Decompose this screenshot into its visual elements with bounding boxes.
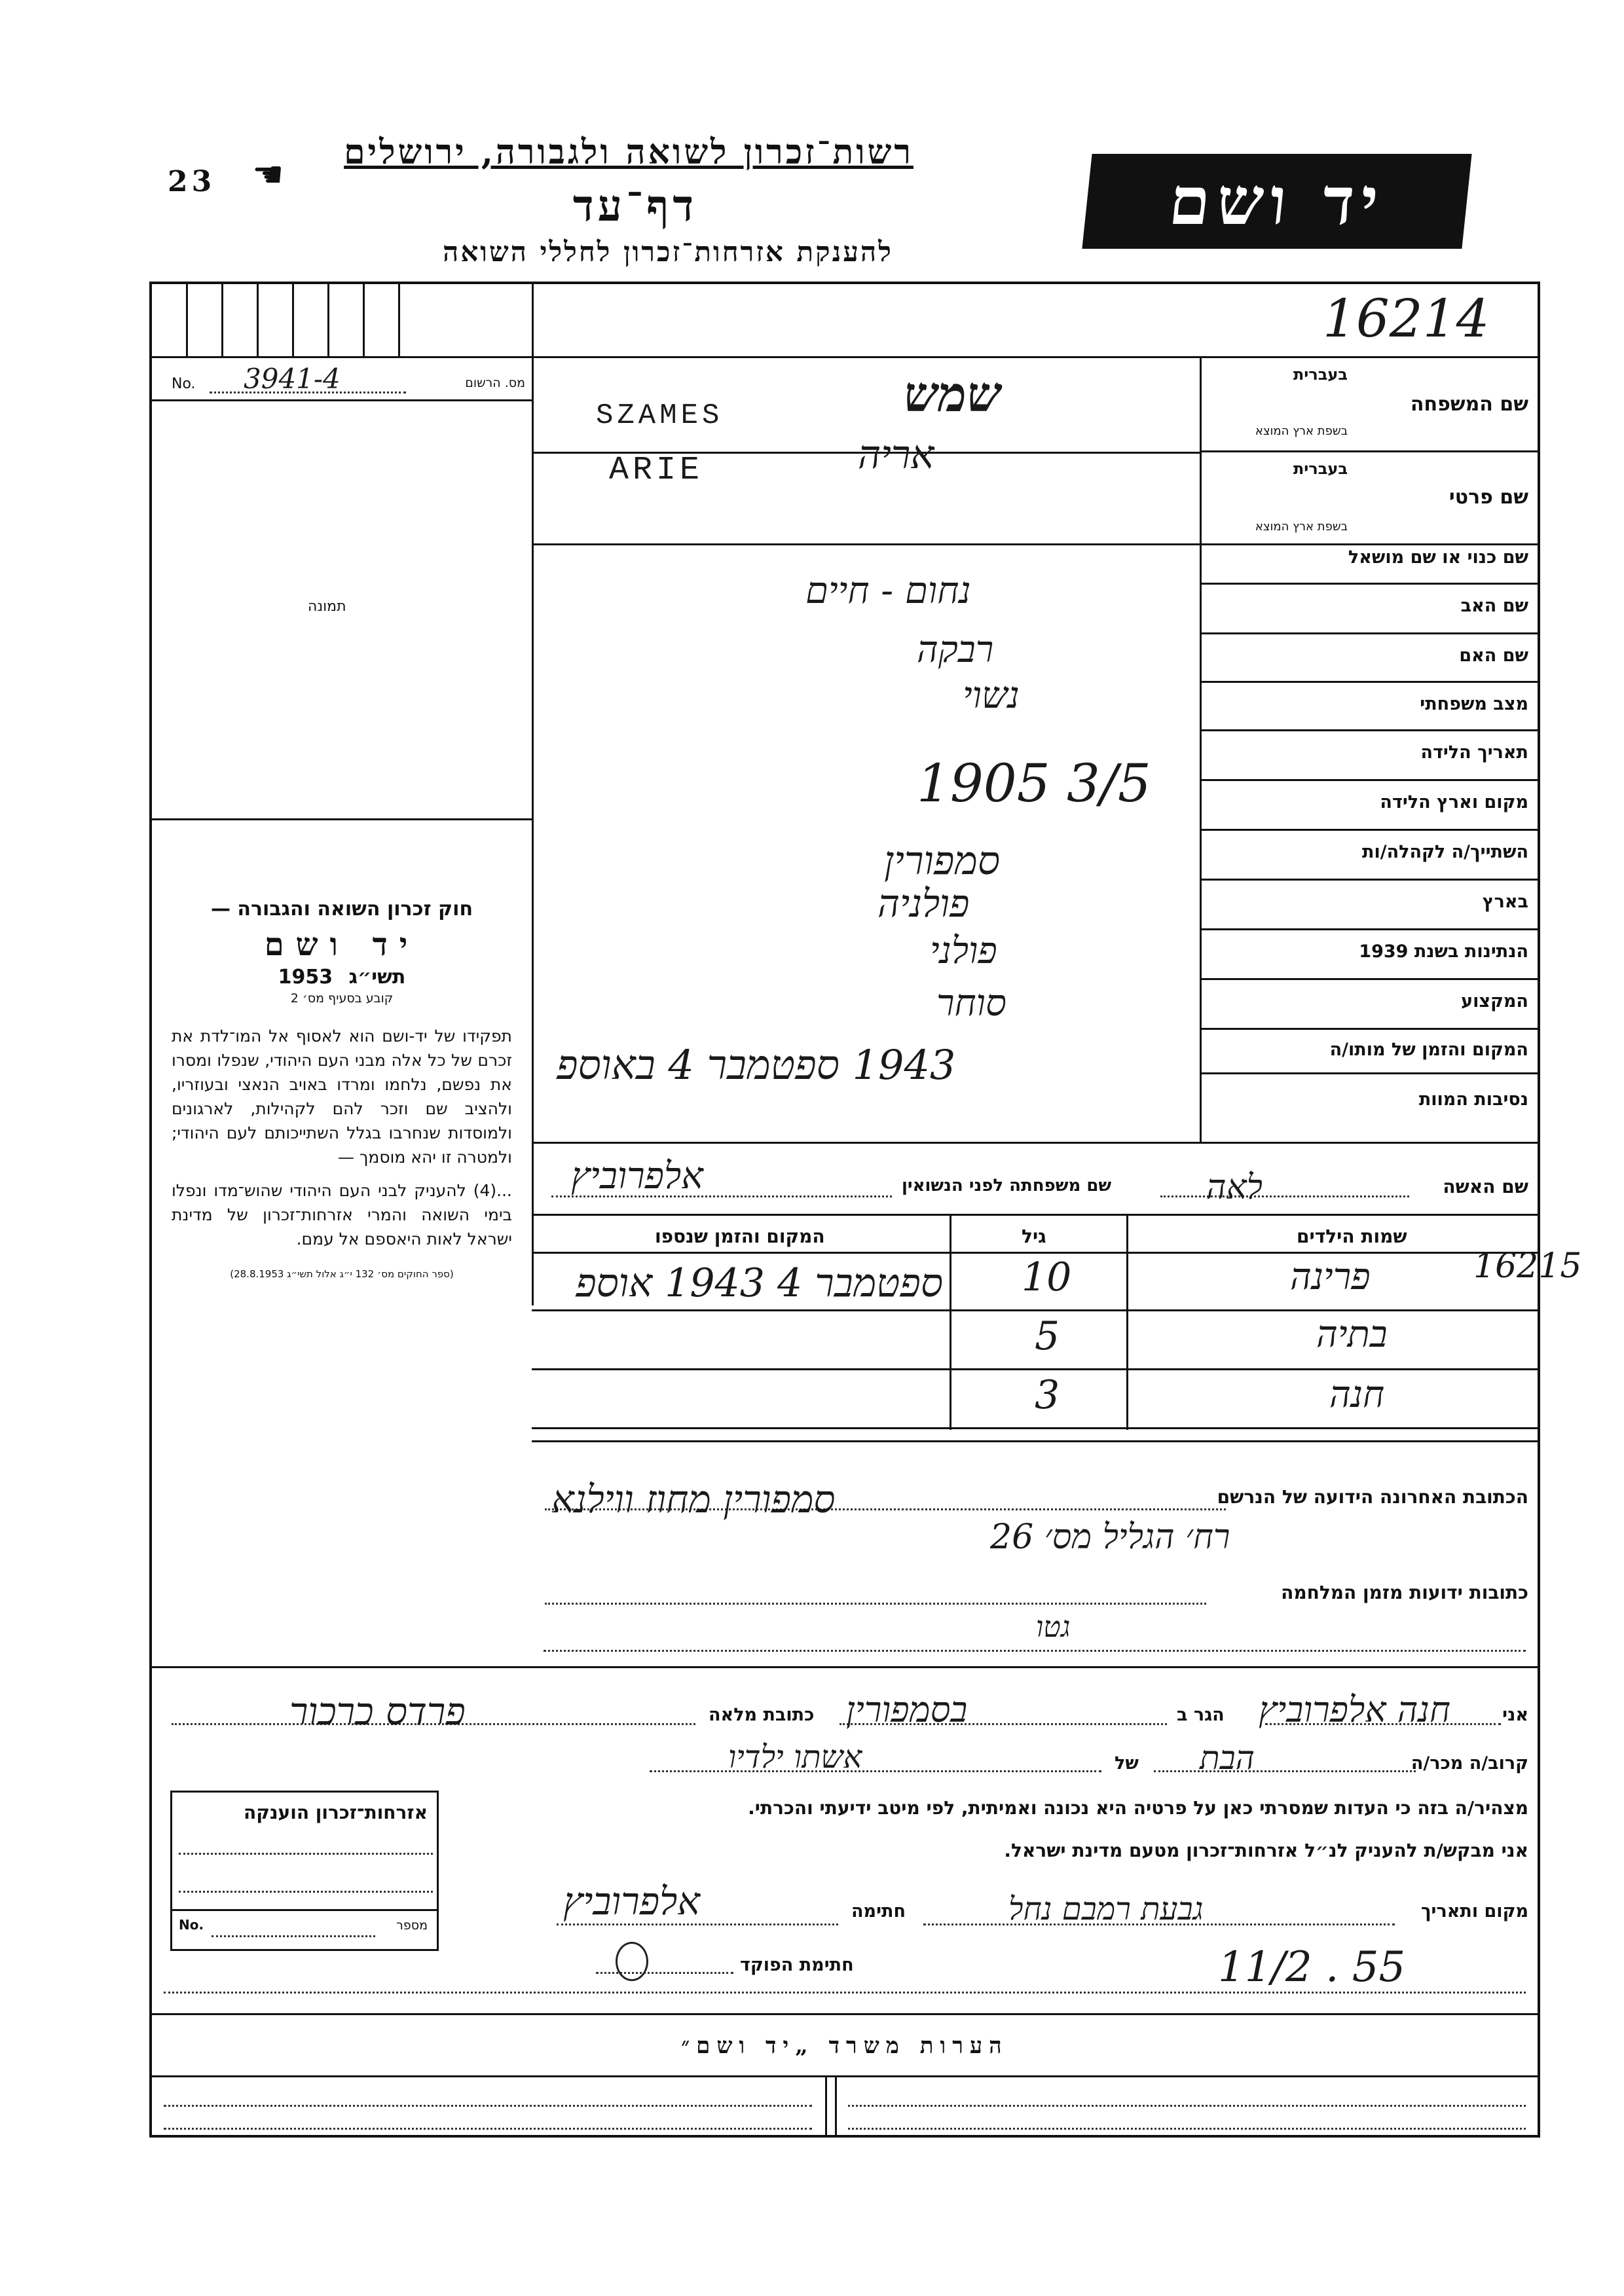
known-address-row: כתובות ידועות מזמן המלחמה גטו: [532, 1539, 1538, 1617]
place-date-value: גבעת רמבם נחל: [1008, 1891, 1204, 1927]
declaration-text: מצהיר/ה בזה כי העדות שמסרתי כאן על פרטיה היא נכונה ואמיתית, לפי מיטב ידיעתי והכרתי.: [748, 1797, 1528, 1819]
declarant-address: פרדס כרכור: [289, 1689, 466, 1734]
nickname-label: שם כנוי או שם מושאל: [1348, 547, 1528, 568]
code-boxes: [152, 284, 532, 356]
photo-label: תמונה: [308, 598, 346, 615]
law-year: 1953: [278, 966, 333, 989]
surname-origin: SZAMES: [596, 399, 724, 432]
registration-value: 3941-4: [244, 363, 341, 395]
wife-name: לאה: [1206, 1168, 1263, 1207]
mother-name-label: שם האם: [1459, 646, 1528, 666]
child-row: 3 חנה: [1035, 1372, 1385, 1418]
child-record-number: 16215: [1473, 1247, 1582, 1286]
children-place-value: ספטמבר 4 1943 אוספ: [576, 1260, 943, 1306]
form-title: דף־עד: [572, 180, 698, 231]
mother-name-value: רבקה: [917, 629, 994, 671]
official-stamp-mark: [616, 1942, 648, 1981]
relation-of-value: אשתו ילדיו: [728, 1739, 862, 1776]
nationality-label: הנתינות בשנת 1939: [1359, 941, 1528, 962]
last-address-row: הכתובת האחרונה הידועה של הנרשם סמפורין מחוז ווילנא רח׳ הגליל מס׳ 26: [532, 1440, 1538, 1539]
children-names-header: שמות הילדים: [1297, 1226, 1407, 1247]
child-row: 10 פרינה: [1022, 1254, 1371, 1300]
request-text: אני מבקש/ת להעניק לנ״ל אזרחות־זכרון מטעם מדינת ישראל.: [1004, 1840, 1528, 1861]
wife-row: שם האשה לאה שם משפחתה לפני הנשואין אלפרוביץ: [532, 1142, 1538, 1214]
law-section-ref: קובע בסעיף מס׳ 2: [290, 991, 394, 1006]
declarant-residence: בסמפורין: [846, 1689, 968, 1730]
record-number: 16214: [1323, 288, 1490, 349]
citizenship-granted-box: אזרחות־זכרון הוענקה No. מספר: [170, 1791, 439, 1951]
death-value: 1943 ספטמבר 4 באוספ: [557, 1041, 956, 1089]
page-number: 23: [168, 165, 216, 198]
signature-value: אלפרוביץ: [563, 1879, 701, 1923]
relation-row: קרוב/ה מכר/ה הבת של אשתו ילדיו: [152, 1735, 1538, 1781]
community-value: סמפורין: [884, 838, 1000, 884]
official-signature-row: חתימת הפוקד 11/2 . 55: [557, 1938, 1538, 1990]
father-name-label: שם האב: [1460, 596, 1528, 616]
first-name-origin: ARIE: [609, 452, 704, 489]
birth-place-label: מקום וארץ הלידה: [1380, 792, 1528, 812]
first-name-field: בעברית שם פרטי בשפת ארץ המוצא: [1255, 460, 1528, 534]
law-clause-4: ...(4) להעניק לבני העם היהודי שהוש־מדו ונפלו בימי השואה והמרי אזרחות־זכרון של מדינת ישראל לאות היאספם אל עמם.: [172, 1181, 512, 1248]
surname-field: בעברית שם המשפחה בשפת ארץ המוצא: [1255, 365, 1528, 438]
occupation-label: המקצוע: [1461, 991, 1528, 1011]
wife-maiden-name: אלפרוביץ: [571, 1155, 703, 1197]
nationality-value: פולני: [930, 930, 997, 972]
country-label: בארץ: [1482, 892, 1528, 912]
relation-value: הבת: [1200, 1739, 1255, 1777]
registration-row: No. 3941-4 מס. הרשום: [172, 363, 525, 395]
declarant-name: חנה אלפרוביץ: [1259, 1689, 1450, 1730]
children-place-header: המקום והזמן שנספו: [655, 1226, 825, 1247]
date-value: 11/2 . 55: [1218, 1943, 1406, 1992]
occupation-value: סוחר: [936, 982, 1006, 1025]
death-circumstances-label: נסיבות המוות: [1418, 1089, 1528, 1110]
known-address-line1: רח׳ הגליל מס׳ 26: [990, 1518, 1230, 1557]
country-value: פולניה: [877, 881, 970, 926]
child-row: 5 בתיה: [1035, 1313, 1388, 1359]
birth-date-value: 1905 3/5: [917, 753, 1151, 814]
declarant-row: אני חנה אלפרוביץ הגר ב בסמפורין כתובת מלאה פרדס כרכור: [152, 1683, 1538, 1735]
father-name-value: נחום - חיים: [805, 570, 971, 612]
law-title: חוק זכרון השואה והגבורה —: [210, 898, 473, 920]
signature-row: מקום ותאריך גבעת רמבם נחל חתימה אלפרוביץ: [557, 1872, 1538, 1931]
death-label: המקום והזמן של מותו/ה: [1329, 1040, 1528, 1060]
law-year-hebrew: תשי״ג: [348, 966, 406, 989]
marital-status-value: נשוי: [963, 674, 1020, 717]
law-section: [172, 897, 512, 1280]
office-notes-title: הערות משרד „יד ושם״: [681, 2033, 1008, 2059]
last-address-value: סמפורין מחוז ווילנא: [551, 1477, 836, 1522]
law-name: יד ושם: [264, 926, 420, 963]
law-body: תפקידו של יד-ושם הוא לאסוף אל המו־לדת את זכרם של כל אלה מבני העם היהודי, שנפלו ומסרו את נפשם, נלחמו ומרדו באויב הנאצי ובעוזריו, ולהציב שם וזכר להם לקהילות, לארגונים ולמוסדות שנחרבו בגלל השתייכותם לעם היהודי; ולמטרה זו יהא מוסמך —: [172, 1027, 512, 1167]
law-footnote: (ספר החוקים מס׳ 132 י״ג אלול תשי״ג 28.8.1953): [230, 1268, 454, 1280]
yad-vashem-logo: יד ושם: [1082, 154, 1471, 249]
known-address-line2: גטו: [1036, 1611, 1071, 1644]
community-label: השתייך/ה לקהלה/ות: [1362, 842, 1528, 862]
first-name-hebrew: אריה: [858, 432, 934, 478]
marital-status-label: מצב משפחתי: [1420, 694, 1528, 714]
pointer-hand-icon: ☚: [252, 154, 284, 195]
birth-date-label: תאריך הלידה: [1420, 742, 1528, 763]
children-age-header: גיל: [1022, 1226, 1046, 1247]
authority-name: רשות־זכרון לשואה ולגבורה, ירושלים: [344, 132, 913, 172]
surname-hebrew: שמש: [904, 367, 1001, 423]
form-subtitle: להענקת אזרחות־זכרון לחללי השואה: [443, 236, 893, 268]
